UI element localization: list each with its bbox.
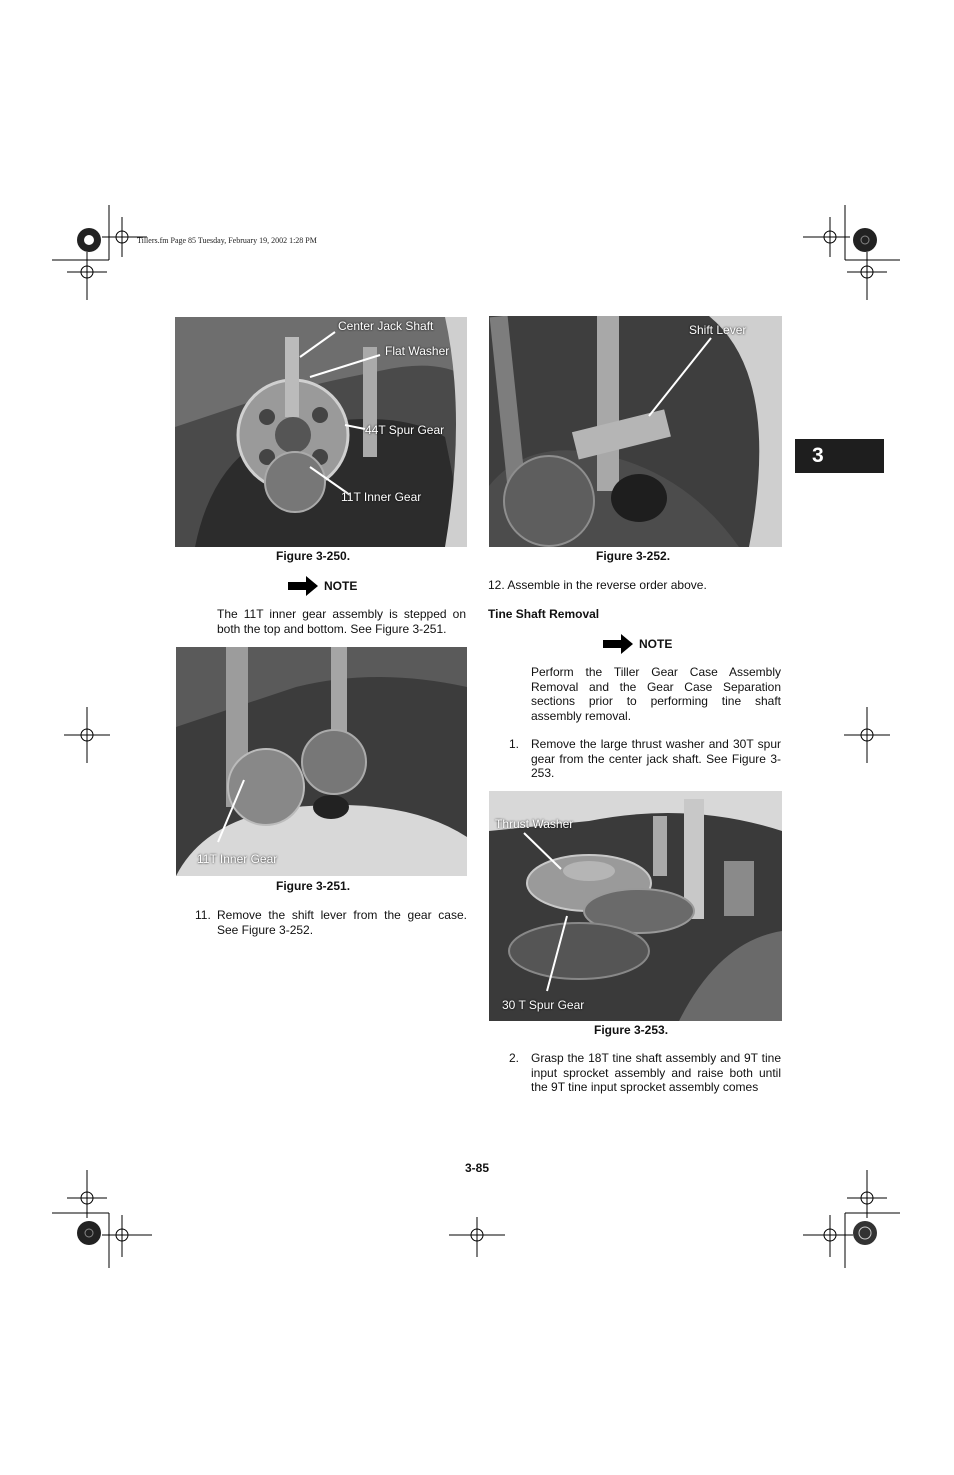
note-label [603, 634, 672, 654]
step-2 [509, 1051, 781, 1097]
crop-mark-icon [447, 1215, 507, 1260]
photo-label: 30 T Spur Gear [502, 998, 585, 1012]
figure-3-253-photo [489, 791, 782, 1021]
step-text: Remove the large thrust washer and 30T spur gear from the center jack shaft. See Figure 3-253. [531, 737, 781, 781]
step-1 [509, 737, 781, 783]
photo-label: Thrust Washer [495, 817, 574, 831]
step-11 [195, 908, 467, 940]
photo-label: 44T Spur Gear [365, 423, 445, 437]
note-arrow-icon [288, 576, 318, 596]
chapter-tab: 3 [795, 439, 884, 473]
photo-label: Center Jack Shaft [338, 319, 434, 333]
step-text: Grasp the 18T tine shaft assembly and 9T tine input sprocket assembly and raise both until the 9T tine input sprocket assembly comes [531, 1051, 781, 1095]
file-stamp: Tillers.fm Page 85 Tuesday, February 19, 2002 1:28 PM [137, 236, 317, 245]
registration-mark-icon [795, 205, 905, 305]
step-number: 11. [195, 908, 211, 922]
figure-caption: Figure 3-253. [594, 1023, 669, 1037]
note-body: The 11T inner gear assembly is stepped on both the top and bottom. See Figure 3-251. [217, 607, 466, 636]
note-arrow-icon [603, 634, 633, 654]
registration-mark-icon [52, 205, 172, 305]
photo-label: 11T Inner Gear [341, 490, 422, 504]
note-text-label: NOTE [639, 637, 673, 651]
figure-caption: Figure 3-252. [596, 549, 671, 563]
crop-mark-icon [62, 705, 112, 765]
page-number: 3-85 [465, 1161, 490, 1175]
registration-mark-icon [52, 1165, 172, 1270]
photo-label: 11T Inner Gear [197, 852, 278, 866]
note-label [288, 576, 357, 596]
step-number: 1. [509, 737, 520, 751]
step-text: Remove the shift lever from the gear case. See Figure 3-252. [217, 908, 467, 937]
figure-3-250-photo [175, 317, 467, 547]
figure-3-251-photo [176, 647, 467, 876]
section-heading: Tine Shaft Removal [488, 607, 600, 621]
photo-label: Flat Washer [385, 344, 450, 358]
note-body: Perform the Tiller Gear Case Assembly Removal and the Gear Case Separation sections prior to performing tine shaft assembly removal. [531, 665, 781, 723]
figure-caption: Figure 3-250. [276, 549, 351, 563]
registration-mark-icon [795, 1165, 905, 1270]
photo-label: Shift Lever [689, 323, 747, 337]
step-number: 2. [509, 1051, 520, 1065]
step-12: 12. Assemble in the reverse order above. [488, 578, 707, 592]
figure-caption: Figure 3-251. [276, 879, 351, 893]
crop-mark-icon [842, 705, 892, 765]
figure-3-252-photo [489, 316, 782, 547]
note-text-label: NOTE [324, 579, 358, 593]
